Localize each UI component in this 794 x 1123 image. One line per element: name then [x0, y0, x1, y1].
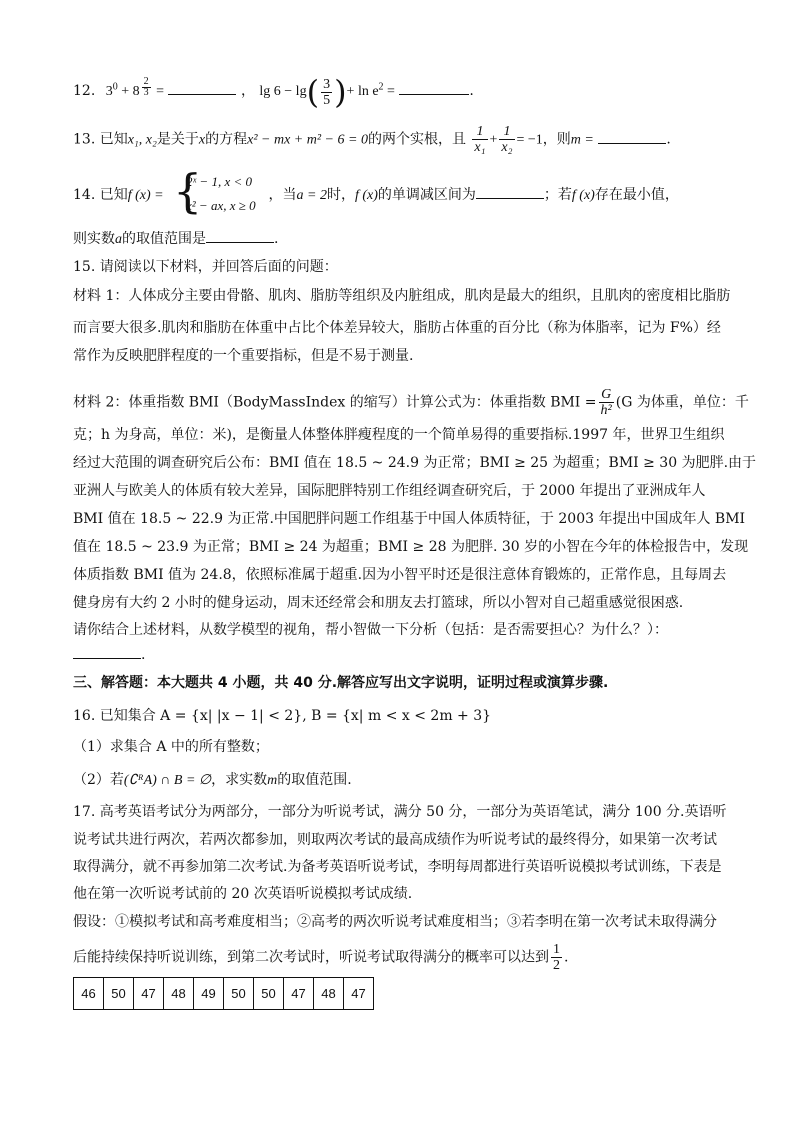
answer-blank[interactable] [73, 646, 141, 659]
table-row [74, 978, 374, 1010]
table-cell: 47 [284, 978, 314, 1010]
score-table [73, 977, 374, 1010]
question-15-title: 15. 请阅读以下材料，并回答后面的问题： [73, 259, 338, 275]
question-16-part-2: （2）若(∁ᴿA) ∩ B = ∅，求实数m的取值范围. [73, 772, 352, 788]
question-14: 14. 已知f (x) = ，当a = 2时，f (x)的单调减区间为 ；若f (x)存在最小值， [73, 187, 679, 203]
question-13: 13. 已知x₁, x₂是关于x的方程x² − mx + m² − 6 = 0的两个实根，且 $\frac{1}{\text{x₁}}$ + $\frac{1}{\text{x₂}}$ = −1，则m = . [73, 124, 671, 155]
question-17-line: 取得满分，就不再参加第二次考试.为备考英语听说考试，李明每周都进行英语听说模拟考试训练，下表是 [73, 859, 722, 875]
question-16-part-1: （1）求集合 A 中的所有整数； [73, 739, 269, 755]
material-1-line: 常作为反映肥胖程度的一个重要指标，但是不易于测量. [73, 348, 414, 364]
piecewise-case-1: 2ˣ − 1, x < 0 [186, 174, 252, 189]
answer-blank[interactable] [399, 82, 469, 95]
material-2-line: 亚洲人与欧美人的体质有较大差异，国际肥胖特别工作组经调查研究后，于 2000 年提出了亚洲成年人 [73, 483, 706, 499]
question-14-line2: 则实数a的取值范围是 . [73, 231, 279, 247]
material-1-line: 而言要大很多.肌肉和脂肪在体重中占比个体差异较大，脂肪占体重的百分比（称为体脂率，记为 F%）经 [73, 320, 721, 336]
answer-blank[interactable] [206, 230, 274, 243]
table-cell: 48 [164, 978, 194, 1010]
material-2-line: 值在 18.5 ~ 23.9 为正常；BMI ≥ 24 为超重；BMI ≥ 28 为肥胖. 30 岁的小智在今年的体检报告中，发现 [73, 539, 749, 555]
table-cell: 50 [254, 978, 284, 1010]
table-cell: 49 [194, 978, 224, 1010]
section-3-heading: 三、解答题：本大题共 4 小题，共 40 分.解答应写出文字说明，证明过程或演算步骤. [73, 675, 609, 691]
question-17-line: 假设：①模拟考试和高考难度相当；②高考的两次听说考试难度相当；③若李明在第一次考试未取得满分 [73, 914, 717, 930]
question-17-line: 后能持续保持听说训练，到第二次考试时，听说考试取得满分的概率可以达到 $\frac{1}{2}$ . [73, 942, 569, 973]
table-cell: 50 [104, 978, 134, 1010]
table-cell: 48 [314, 978, 344, 1010]
answer-blank[interactable] [598, 131, 666, 144]
answer-blank[interactable] [168, 82, 236, 95]
material-2-line: BMI 值在 18.5 ~ 22.9 为正常.中国肥胖问题工作组基于中国人体质特征，于 2003 年提出中国成年人 BMI [73, 511, 746, 527]
piecewise-brace: { [173, 164, 203, 218]
material-2-line: 体质指数 BMI 值为 24.8，依照标准属于超重.因为小智平时还是很注意体育锻炼的，正常作息，且每周去 [73, 567, 727, 583]
piecewise-case-2: x² − ax, x ≥ 0 [186, 198, 256, 213]
material-2-line: 克；h 为身高，单位：米)，是衡量人体整体胖瘦程度的一个简单易得的重要指标.1997 年，世界卫生组织 [73, 427, 725, 443]
question-16: 16. 已知集合 A = {x| |x − 1| < 2}, B = {x| m < x < 2m + 3} [73, 708, 492, 724]
material-2-line: 经过大范围的调查研究后公布：BMI 值在 18.5 ~ 24.9 为正常；BMI ≥ 25 为超重；BMI ≥ 30 为肥胖.由于 [73, 455, 757, 471]
question-17-line: 17. 高考英语考试分为两部分，一部分为听说考试，满分 50 分，一部分为英语笔试，满分 100 分.英语听 [73, 804, 727, 820]
table-cell: 47 [134, 978, 164, 1010]
math-expression: $3^0 + 8$ $^{\frac{2}{3}}$ = [105, 75, 165, 100]
table-cell: 50 [224, 978, 254, 1010]
material-2-line: 健身房有大约 2 小时的健身运动，周末还经常会和朋友去打篮球，所以小智对自己超重感觉很困惑. [73, 595, 684, 611]
table-cell: 46 [74, 978, 104, 1010]
math-expression: lg 6 − lg( $\frac{3}{5}$ )+ $\ln e^2$ = [259, 73, 395, 111]
table-cell: 47 [344, 978, 374, 1010]
answer-blank[interactable] [476, 186, 544, 199]
material-1-line: 材料 1：人体成分主要由骨骼、肌肉、脂肪等组织及内脏组成，肌肉是最大的组织，且肌肉的密度相比脂肪 [73, 288, 731, 304]
material-2-line: 材料 2：体重指数 BMI（BodyMassIndex 的缩写）计算公式为：体重指数 BMI = $\frac{G}{\text{h²}}$ (G 为体重，单位：千 [73, 387, 749, 418]
question-15-answer: . [73, 645, 145, 665]
question-12: 12. $3^0 + 8$ $^{\frac{2}{3}}$ = ， lg 6 − lg( $\frac{3}{5}$ )+ $\ln e^2$ = . [73, 73, 474, 111]
question-17-line: 他在第一次听说考试前的 20 次英语听说模拟考试成绩. [73, 886, 413, 902]
question-number: 12. [73, 83, 96, 100]
question-15-prompt: 请你结合上述材料，从数学模型的视角，帮小智做一下分析（包括：是否需要担心？为什么？）： [73, 622, 668, 638]
question-17-line: 说考试共进行两次，若两次都参加，则取两次考试的最高成绩作为听说考试的最终得分，如果第一次考试 [73, 832, 717, 848]
